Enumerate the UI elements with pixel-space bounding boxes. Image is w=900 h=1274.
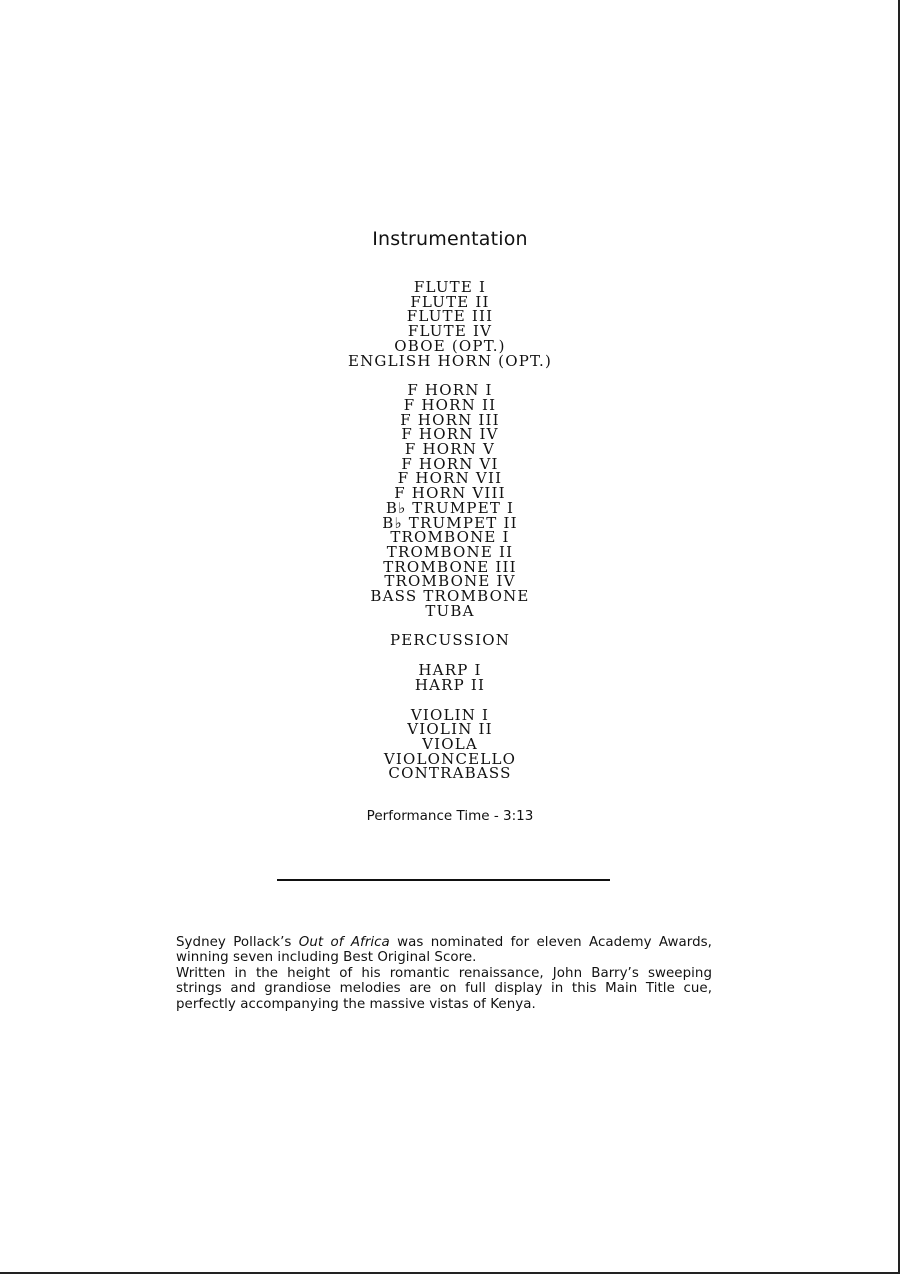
instrument-name: B♭ TRUMPET II bbox=[382, 513, 518, 532]
instrument-group bbox=[0, 633, 900, 648]
instrument-group bbox=[0, 663, 900, 692]
instrument-name: F HORN IV bbox=[401, 425, 499, 444]
instrument-name: F HORN III bbox=[400, 410, 500, 429]
instrument-name: TUBA bbox=[425, 601, 475, 620]
notes-paragraph-2: Written in the height of his romantic renaissance, John Barry’s sweeping strings and grandiose melodies are on full display in this Main Title cue, perfectly accompanying the massive vistas of Kenya. bbox=[176, 965, 712, 1012]
instrument-group bbox=[0, 280, 900, 368]
instrument-name: OBOE (OPT.) bbox=[394, 336, 506, 355]
film-title: Out of Africa bbox=[298, 935, 390, 950]
instrument-name: PERCUSSION bbox=[389, 631, 511, 650]
instrument-name: CONTRABASS bbox=[388, 764, 512, 783]
divider-line bbox=[277, 879, 610, 881]
instrument-name: TROMBONE II bbox=[386, 542, 514, 561]
instrument-name: VIOLIN II bbox=[407, 720, 493, 739]
instrument-name: FLUTE III bbox=[406, 307, 494, 326]
instrument-name: F HORN VI bbox=[401, 454, 499, 473]
instrument-name: F HORN I bbox=[407, 381, 493, 400]
notes-text: was nominated for eleven Academy Awards, winning seven including Best Original Score. bbox=[176, 935, 712, 966]
instrument-name: B♭ TRUMPET I bbox=[385, 498, 515, 517]
instrument-name: TROMBONE I bbox=[390, 528, 510, 547]
instrument-name: HARP I bbox=[418, 661, 482, 680]
instrument-name: ENGLISH HORN (OPT.) bbox=[347, 351, 553, 370]
instrument-name: VIOLONCELLO bbox=[383, 749, 517, 768]
instrument-name: FLUTE IV bbox=[407, 322, 493, 341]
instrument-name: HARP II bbox=[414, 675, 486, 694]
instrument-group bbox=[0, 383, 900, 618]
instrument-name: F HORN VIII bbox=[394, 484, 506, 503]
instrument-name: TROMBONE III bbox=[383, 557, 517, 576]
program-notes bbox=[176, 935, 712, 1012]
page-title: Instrumentation bbox=[372, 228, 528, 250]
notes-text: Sydney Pollack’s bbox=[176, 935, 299, 950]
instrument-name: FLUTE II bbox=[410, 292, 490, 311]
instrument-name: VIOLA bbox=[422, 734, 478, 753]
performance-time: Performance Time - 3:13 bbox=[366, 808, 534, 824]
instrument-name: VIOLIN I bbox=[410, 705, 490, 724]
notes-paragraph-1 bbox=[176, 935, 712, 966]
instrument-name: F HORN II bbox=[403, 395, 497, 414]
instrument-group bbox=[0, 705, 900, 783]
instrument-name: TROMBONE IV bbox=[384, 572, 516, 591]
instrument-name: FLUTE I bbox=[413, 278, 487, 296]
instrument-list bbox=[0, 280, 900, 781]
instrument-name: F HORN V bbox=[404, 440, 496, 459]
instrument-name: BASS TROMBONE bbox=[370, 587, 530, 606]
instrument-name: F HORN VII bbox=[397, 469, 503, 488]
